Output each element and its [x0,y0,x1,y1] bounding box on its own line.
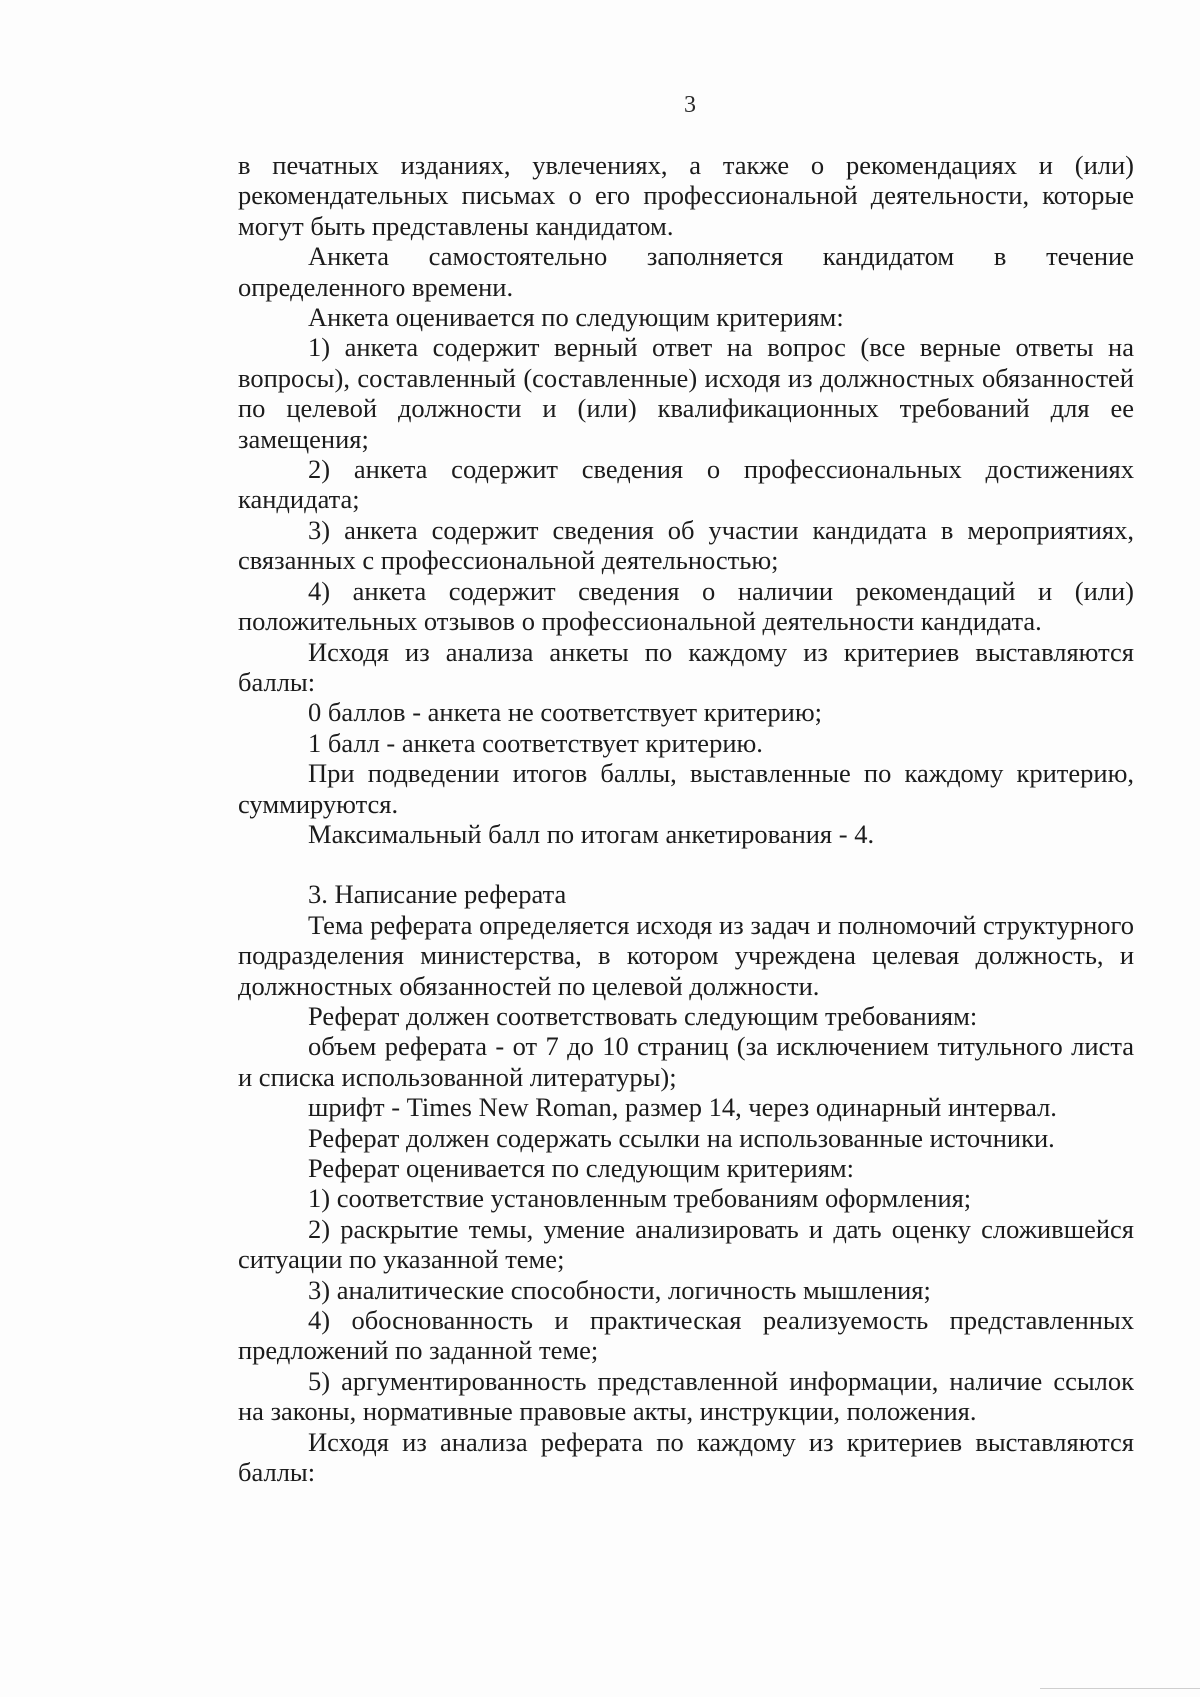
paragraph-essay-requirements-intro: Реферат должен соответствовать следующим требованиям: [308,1000,978,1031]
essay-criterion-4: 4) обоснованность и практическая реализуемость представленных предложений по заданной теме; [238,1305,1134,1366]
section-heading-essay: 3. Написание реферата [308,879,567,910]
document-body [238,150,1134,1487]
essay-requirement-volume: объем реферата - от 7 до 10 страниц (за исключением титульного листа и списка использованной литературы); [238,1031,1134,1092]
essay-requirement-references: Реферат должен содержать ссылки на использованные источники. [308,1122,1055,1153]
essay-requirement-font: шрифт - Times New Roman, размер 14, через одинарный интервал. [308,1092,1057,1123]
paragraph-questionnaire-scoring-intro: Исходя из анализа анкеты по каждому из критериев выставляются баллы: [238,636,1134,697]
paragraph-essay-topic: Тема реферата определяется исходя из задач и полномочий структурного подразделения министерства, в котором учреждена целевая должность, и должностных обязанностей по целевой должности. [238,909,1134,1001]
paragraph-continuation: в печатных изданиях, увлечениях, а также о рекомендациях и (или) рекомендательных письмах о его профессиональной деятельности, которые могут быть представлены кандидатом. [238,150,1134,241]
scan-edge-line [1040,1688,1200,1689]
essay-criterion-2: 2) раскрытие темы, умение анализировать и дать оценку сложившейся ситуации по указанной теме; [238,1213,1134,1275]
essay-criterion-3: 3) аналитические способности, логичность мышления; [308,1274,931,1305]
essay-criterion-1: 1) соответствие установленным требованиям оформления; [308,1183,972,1214]
paragraph-questionnaire-criteria-intro: Анкета оценивается по следующим критериям: [308,302,844,333]
questionnaire-criterion-3: 3) анкета содержит сведения об участии кандидата в мероприятиях, связанных с профессиональной деятельностью; [238,514,1134,576]
paragraph-essay-scoring-intro: Исходя из анализа реферата по каждому из критериев выставляются баллы: [238,1426,1134,1488]
questionnaire-score-1: 1 балл - анкета соответствует критерию. [308,727,763,758]
questionnaire-criterion-1: 1) анкета содержит верный ответ на вопрос (все верные ответы на вопросы), составленный (составленные) исходя из должностных обязанностей по целевой должности и (или) квалификационных требований для ее замещения; [238,332,1134,454]
paragraph-questionnaire-filling: Анкета самостоятельно заполняется кандидатом в течение определенного времени. [238,241,1134,302]
questionnaire-criterion-4: 4) анкета содержит сведения о наличии рекомендаций и (или) положительных отзывов о профессиональной деятельности кандидата. [238,575,1134,637]
questionnaire-score-0: 0 баллов - анкета не соответствует критерию; [308,697,822,728]
paragraph-questionnaire-max-score: Максимальный балл по итогам анкетирования - 4. [308,818,875,849]
paragraph-essay-criteria-intro: Реферат оценивается по следующим критериям: [308,1153,855,1183]
questionnaire-criterion-2: 2) анкета содержит сведения о профессиональных достижениях кандидата; [238,454,1134,515]
essay-criterion-5: 5) аргументированность представленной информации, наличие ссылок на законы, нормативные правовые акты, инструкции, положения. [238,1365,1134,1427]
page-number: 3 [684,92,696,118]
paragraph-questionnaire-summing: При подведении итогов баллы, выставленные по каждому критерию, суммируются. [238,758,1134,819]
